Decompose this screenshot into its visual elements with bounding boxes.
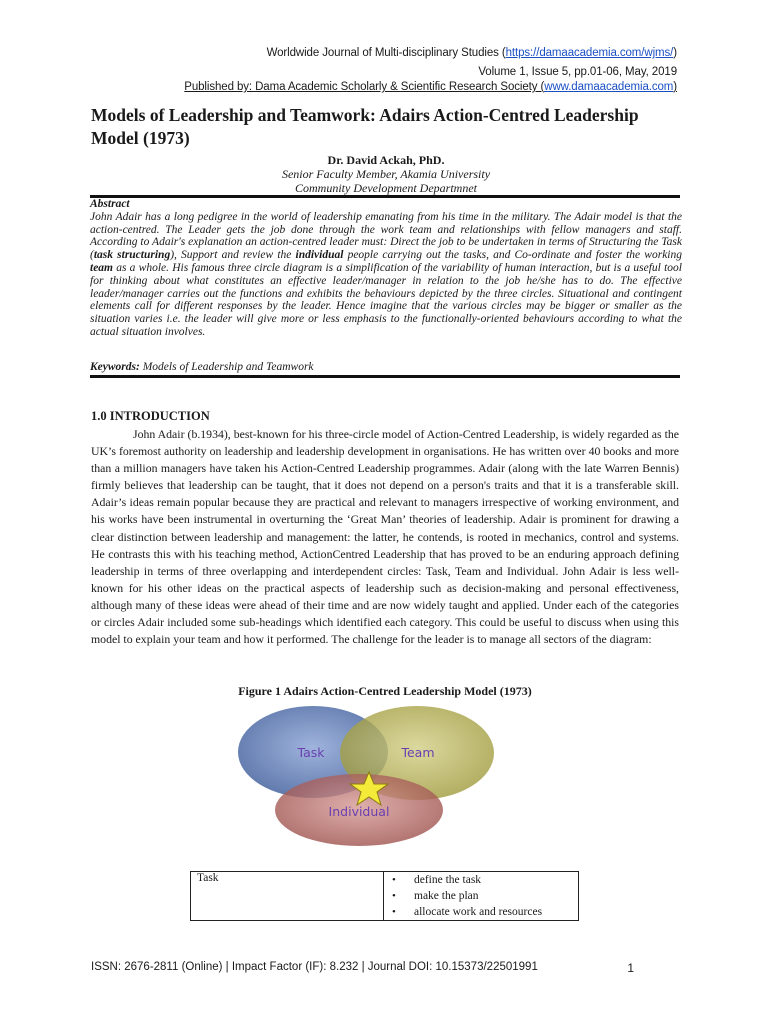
publisher-line: Published by: Dama Academic Scholarly & Scientific Research Society (www.damaacademia.com) xyxy=(184,81,677,93)
author-name: Dr. David Ackah, PhD. xyxy=(327,153,445,167)
venn-label-individual: Individual xyxy=(328,804,390,819)
list-item: • make the plan xyxy=(390,888,572,904)
introduction-paragraph: John Adair (b.1934), best-known for his three-circle model of Action-Centred Leadership, is widely regarded as the UK’s foremost authority on leadership and leadership development in organisations. He has written over 40 books and more than a million managers have taken his Action-Centred Leadership programmes. Adair (along with the late Warren Bennis) firmly believes that leadership can be taught, that it does not depend on a person's traits and that it is a transferable skill. Adair’s ideas remain popular because they are practical and relevant to managers irrespective of working environment, and his works have been instrumental in overturning the ‘Great Man’ theories of leadership. Adair is prominent for drawing a clear distinction between leadership and management: the latter, he contends, is rooted in mechanics, control and systems. He contrasts this with his teaching method, ActionCentred Leadership that has proved to be an enduring approach defining leadership in terms of three overlapping and interdependent circles: Task, Team and Individual. John Adair is less well-known for his other ideas on the practical aspects of leadership such as decision-making and personal effectiveness, although many of these ideas were ahead of their time and are now widely taught and applied. Under each of the categories or circles Adair included some sub-headings which identified each category. This could be useful to discuss when using this model to explain your team and how it performed. The challenge for the leader is to manage all sectors of the diagram: xyxy=(91,427,679,647)
table-items-cell xyxy=(384,872,579,921)
abstract-bottom-rule xyxy=(90,375,680,378)
journal-line: Worldwide Journal of Multi-disciplinary Studies (https://damaacademia.com/wjms/) xyxy=(266,47,677,59)
keywords: Keywords: Models of Leadership and Teamwork xyxy=(90,361,314,373)
task-table xyxy=(190,871,579,921)
list-item: • allocate work and resources xyxy=(390,904,572,920)
page-number: 1 xyxy=(627,961,634,975)
section-heading-introduction: 1.0 INTRODUCTION xyxy=(91,409,210,423)
table-category-cell: Task xyxy=(191,872,384,921)
publisher-link[interactable]: www.damaacademia.com xyxy=(544,81,674,93)
list-item: • define the task xyxy=(390,872,572,888)
venn-label-task: Task xyxy=(297,745,325,760)
author-position: Senior Faculty Member, Akamia University xyxy=(281,167,491,181)
author-department: Community Development Departmnet xyxy=(295,181,477,195)
abstract-label: Abstract xyxy=(90,198,130,210)
journal-link[interactable]: https://damaacademia.com/wjms/ xyxy=(505,47,674,59)
volume-line: Volume 1, Issue 5, pp.01-06, May, 2019 xyxy=(478,66,677,78)
table-row xyxy=(191,872,579,921)
venn-label-team: Team xyxy=(401,745,435,760)
footer-issn: ISSN: 2676-2811 (Online) | Impact Factor (IF): 8.232 | Journal DOI: 10.15373/22501991 xyxy=(91,961,538,973)
paper-title: Models of Leadership and Teamwork: Adairs Action-Centred Leadership Model (1973) xyxy=(91,105,639,148)
venn-diagram xyxy=(231,700,501,855)
abstract: Abstract John Adair has a long pedigree in the world of leadership emanating from his time in the military. The Adair model is that the action-centred. The Leader gets the job done through the work team and relationships with fellow managers and staff. According to Adair's explanation an action-centred leader must: Direct the job to be undertaken in terms of Structuring the Task (task structuring), Support and review the individual people carrying out the tasks, and Co-ordinate and foster the working team as a whole. His famous three circle diagram is a simplification of the variability of human interaction, but is a useful tool for thinking about what constitutes an effective leader/manager in relation to the job he/she has to do. The effective leader/manager carries out the functions and exhibits the behaviours depicted by the three circles. Situational and contingent elements call for different responses by the leader. Hence imagine that the various circles may be bigger or smaller as the situation varies i.e. the leader will give more or less emphasis to the functionally-oriented behaviours according to what the actual situation involves. xyxy=(90,198,682,338)
figure-caption: Figure 1 Adairs Action-Centred Leadership Model (1973) xyxy=(238,684,532,698)
